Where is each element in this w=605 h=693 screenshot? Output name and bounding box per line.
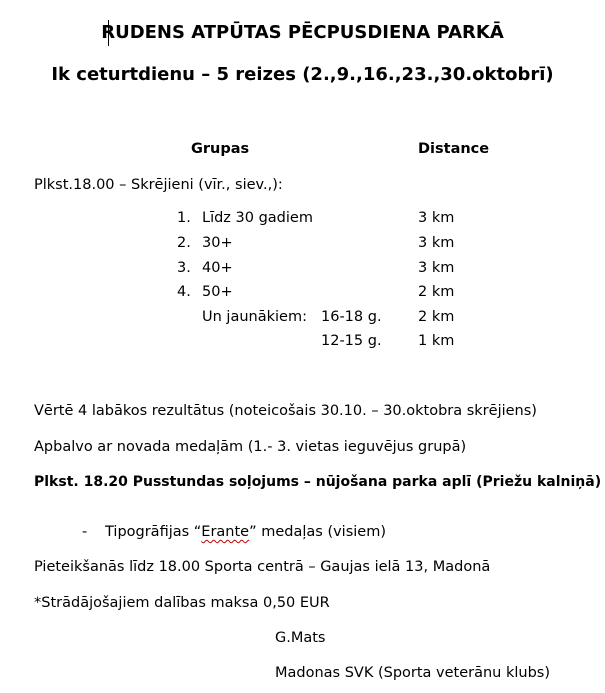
youth-age: 12-15 g. xyxy=(321,333,382,349)
group-label: 30+ xyxy=(202,235,233,251)
spellcheck-word: Erante xyxy=(201,524,250,540)
group-label: Līdz 30 gadiem xyxy=(202,210,313,226)
youth-distance: 1 km xyxy=(418,333,455,349)
document-subtitle: Ik ceturtdienu – 5 reizes (2.,9.,16.,23.,30.oktobrī) xyxy=(51,64,554,85)
signature-name: G.Mats xyxy=(275,630,326,646)
distance-header: Distance xyxy=(418,141,490,157)
group-distance: 3 km xyxy=(418,210,455,226)
run-schedule-line: Plkst.18.00 – Skrējieni (vīr., siev.,): xyxy=(34,177,283,193)
medal-bullet xyxy=(105,524,386,540)
group-number: 4. xyxy=(177,284,191,300)
bullet-dash: - xyxy=(82,524,88,540)
group-distance: 2 km xyxy=(418,284,455,300)
group-number: 2. xyxy=(177,235,191,251)
document-title: RUDENS ATPŪTAS PĒCPUSDIENA PARKĀ xyxy=(101,22,504,43)
medal-bullet-prefix: Tipogrāfijas “ xyxy=(105,524,202,540)
signature-organization: Madonas SVK (Sporta veterānu klubs) xyxy=(275,665,551,681)
youth-label: Un jaunākiem: xyxy=(202,309,307,325)
group-number: 3. xyxy=(177,260,191,276)
group-distance: 3 km xyxy=(418,260,455,276)
award-line: Apbalvo ar novada medaļām (1.- 3. vietas ieguvējus grupā) xyxy=(34,439,467,455)
fee-line: *Strādājošajiem dalības maksa 0,50 EUR xyxy=(34,595,330,611)
group-number: 1. xyxy=(177,210,191,226)
groups-header: Grupas xyxy=(191,141,250,157)
medal-bullet-suffix: ” medaļas (visiem) xyxy=(249,524,386,540)
youth-distance: 2 km xyxy=(418,309,455,325)
evaluation-line: Vērtē 4 labākos rezultātus (noteicošais 30.10. – 30.oktobra skrējiens) xyxy=(34,403,537,419)
group-distance: 3 km xyxy=(418,235,455,251)
walk-line: Plkst. 18.20 Pusstundas soļojums – nūjošana parka aplī (Priežu kalniņā) xyxy=(34,474,602,490)
registration-line: Pieteikšanās līdz 18.00 Sporta centrā – Gaujas ielā 13, Madonā xyxy=(34,559,491,575)
group-label: 40+ xyxy=(202,260,233,276)
group-label: 50+ xyxy=(202,284,233,300)
youth-age: 16-18 g. xyxy=(321,309,382,325)
